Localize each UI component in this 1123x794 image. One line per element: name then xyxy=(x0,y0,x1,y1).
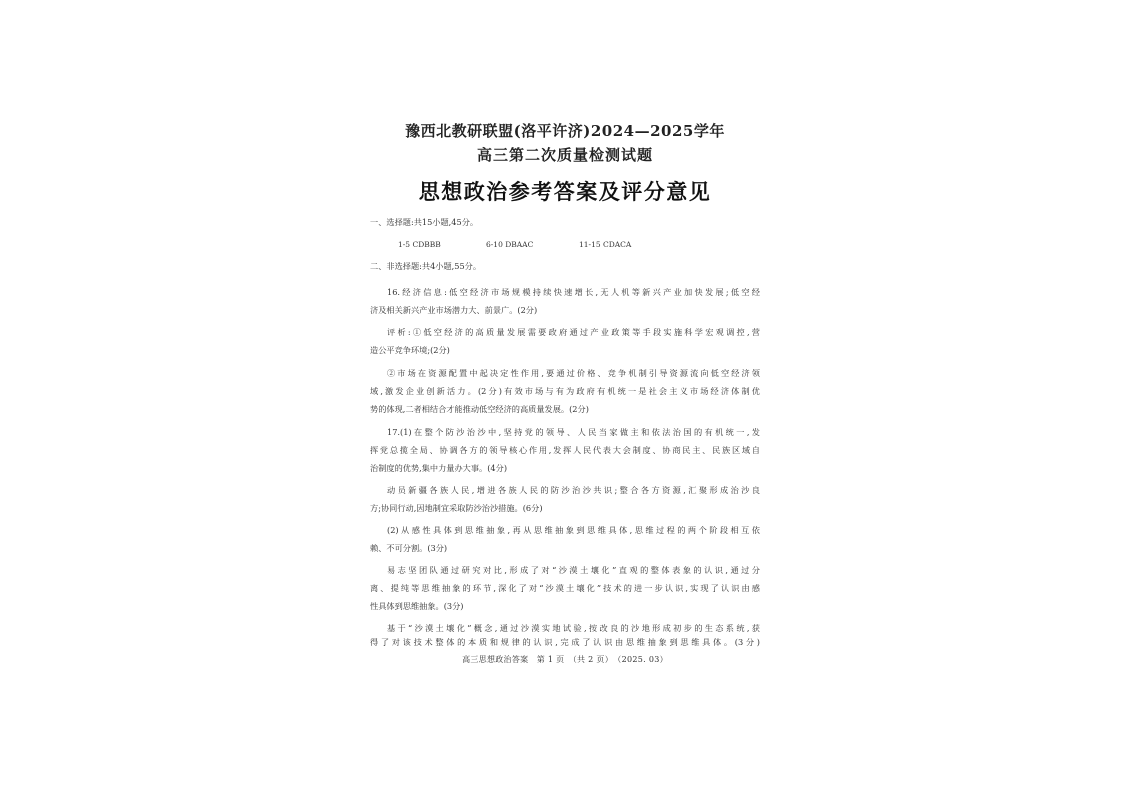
answer-line: ②市场在资源配置中起决定性作用,要通过价格、竞争机制引导资源流向低空经济领 xyxy=(387,368,760,378)
answer-line: 易志坚团队通过研究对比,形成了对“沙漠土壤化”直观的整体表象的认识,通过分 xyxy=(387,565,760,575)
section-2-heading: 二、非选择题:共4小题,55分。 xyxy=(370,261,482,271)
answer-line: 治制度的优势,集中力量办大事。(4分) xyxy=(370,463,508,473)
answers-1-5: 1-5 CDBBB xyxy=(398,240,441,249)
answer-line: 评析:①低空经济的高质量发展需要政府通过产业政策等手段实施科学宏观调控,营 xyxy=(387,327,760,337)
page-footer: 高三思想政治答案 第 1 页 （共 2 页） （2025. 03） xyxy=(462,655,668,664)
answer-line: 赖、不可分割。(3分) xyxy=(370,543,448,553)
exam-title-line2: 高三第二次质量检测试题 xyxy=(476,146,653,164)
answer-line: 挥党总揽全局、协调各方的领导核心作用,发挥人民代表大会制度、协商民主、民族区域自 xyxy=(370,445,760,455)
section-1-heading: 一、选择题:共15小题,45分。 xyxy=(370,217,479,227)
answers-11-15: 11-15 CDACA xyxy=(579,240,632,249)
answer-line: 方;协同行动,因地制宜采取防沙治沙措施。(6分) xyxy=(370,503,543,513)
answers-6-10: 6-10 DBAAC xyxy=(486,240,534,249)
answer-line: (2)从感性具体到思维抽象,再从思维抽象到思维具体,思维过程的两个阶段相互依 xyxy=(387,525,760,535)
answer-line: 17.(1)在整个防沙治沙中,坚持党的领导、人民当家做主和依法治国的有机统一,发 xyxy=(387,427,760,437)
answer-line: 势的体现,二者相结合才能推动低空经济的高质量发展。(2分) xyxy=(370,404,589,414)
answer-key-title: 思想政治参考答案及评分意见 xyxy=(418,179,712,204)
answer-line: 济及相关新兴产业市场潜力大、前景广。(2分) xyxy=(370,305,538,315)
answer-line: 16.经济信息:低空经济市场规模持续快速增长,无人机等新兴产业加快发展;低空经 xyxy=(387,287,760,297)
answer-line: 动员新疆各族人民,增进各族人民的防沙治沙共识;整合各方资源,汇聚形成治沙良 xyxy=(387,485,760,495)
answer-line: 基于“沙漠土壤化”概念,通过沙漠实地试验,按改良的沙地形成初步的生态系统,获 xyxy=(387,623,760,633)
answer-line: 离、提纯等思维抽象的环节,深化了对“沙漠土壤化”技术的进一步认识,实现了认识由感 xyxy=(370,583,760,593)
answer-line: 域,激发企业创新活力。(2分)有效市场与有为政府有机统一是社会主义市场经济体制优 xyxy=(370,386,760,396)
answer-line: 造公平竞争环境;(2分) xyxy=(370,345,450,355)
answer-line: 性具体到思维抽象。(3分) xyxy=(370,601,464,611)
exam-title-line1: 豫西北教研联盟(洛平许济)2024—2025学年 xyxy=(405,122,725,140)
answer-line: 得了对该技术整体的本质和规律的认识,完成了认识由思维抽象到思维具体。(3分) xyxy=(370,637,760,647)
